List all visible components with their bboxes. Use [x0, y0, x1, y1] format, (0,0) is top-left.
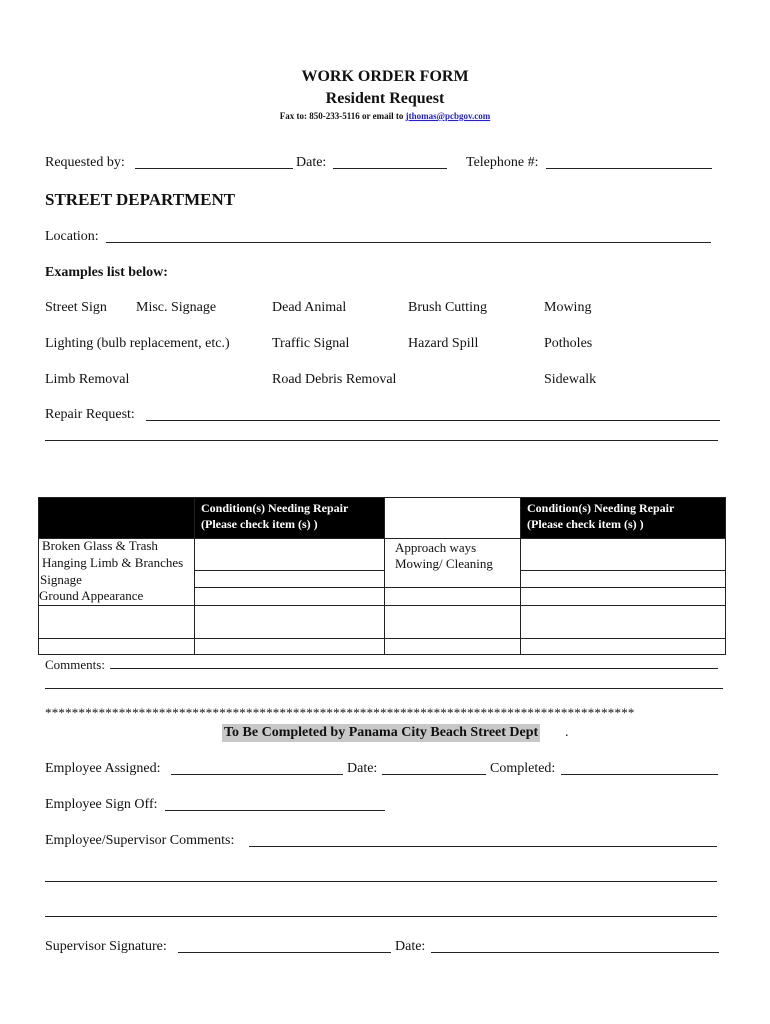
example-item: Street Sign [45, 300, 107, 315]
table-header-left-line1: Condition(s) Needing Repair [201, 501, 349, 515]
supervisor-signature-field[interactable] [178, 952, 391, 953]
table-divider [520, 498, 521, 654]
telephone-field[interactable] [546, 168, 712, 169]
table-header-left-line2: (Please check item (s) ) [201, 517, 318, 531]
fax-text: Fax to: 850-233-5116 or email to [279, 111, 406, 121]
condition-item: Approach ways [395, 540, 477, 555]
table-header-right-line2: (Please check item (s) ) [527, 517, 644, 531]
condition-item: Signage [40, 572, 82, 587]
table-divider [384, 498, 385, 654]
repair-request-field[interactable] [146, 420, 720, 421]
employee-assigned-field[interactable] [171, 774, 343, 775]
form-title: WORK ORDER FORM [301, 68, 469, 85]
location-field[interactable] [106, 242, 711, 243]
conditions-table [38, 497, 726, 655]
completed-label: Completed: [490, 761, 556, 776]
comments-label: Comments: [45, 657, 105, 672]
supervisor-comments-field-line3[interactable] [45, 916, 717, 917]
table-row-line [39, 638, 725, 639]
staff-date-label: Date: [347, 761, 378, 776]
supervisor-comments-field[interactable] [249, 846, 717, 847]
example-item: Potholes [544, 336, 593, 351]
check-cell[interactable] [521, 539, 725, 570]
example-item: Sidewalk [544, 372, 597, 387]
check-cell[interactable] [195, 539, 384, 570]
table-header-right-line1: Condition(s) Needing Repair [527, 501, 675, 515]
condition-item: Ground Appearance [39, 588, 144, 603]
example-item: Road Debris Removal [272, 372, 397, 387]
staff-date-field[interactable] [382, 774, 486, 775]
signature-date-field[interactable] [431, 952, 719, 953]
supervisor-comments-field-line2[interactable] [45, 881, 717, 882]
condition-item: Broken Glass & Trash [42, 538, 158, 553]
supervisor-comments-label: Employee/Supervisor Comments: [45, 833, 235, 848]
table-header-blank-left [39, 498, 195, 538]
table-row-line [520, 570, 725, 571]
table-divider [194, 498, 195, 654]
example-item: Dead Animal [272, 300, 347, 315]
divider-stars: **************************************************************************************** [45, 705, 635, 720]
sign-off-label: Employee Sign Off: [45, 797, 158, 812]
example-item: Limb Removal [45, 372, 130, 387]
table-header-right [521, 498, 725, 538]
employee-assigned-label: Employee Assigned: [45, 761, 161, 776]
comments-field-line2[interactable] [45, 688, 723, 689]
form-subtitle: Resident Request [325, 90, 445, 107]
table-row-line [194, 570, 384, 571]
signature-date-label: Date: [395, 939, 426, 954]
example-item: Misc. Signage [136, 300, 217, 315]
email-link[interactable]: jthomas@pcbgov.com [405, 111, 491, 121]
requested-by-field[interactable] [135, 168, 293, 169]
example-item: Lighting (bulb replacement, etc.) [45, 336, 230, 351]
telephone-label: Telephone #: [466, 155, 539, 170]
fax-line [0, 111, 770, 121]
table-header-blank-right [385, 498, 521, 538]
comments-field[interactable] [110, 668, 718, 669]
requested-by-label: Requested by: [45, 155, 125, 170]
condition-item: Hanging Limb & Branches [42, 555, 184, 570]
location-label: Location: [45, 229, 99, 244]
repair-request-label: Repair Request: [45, 407, 135, 422]
table-row-line [194, 587, 725, 588]
supervisor-signature-label: Supervisor Signature: [45, 939, 167, 954]
date-label: Date: [296, 155, 327, 170]
sign-off-field[interactable] [165, 810, 385, 811]
examples-heading: Examples list below: [45, 265, 168, 280]
example-item: Traffic Signal [272, 336, 350, 351]
section-title: STREET DEPARTMENT [45, 190, 236, 209]
table-header-left [195, 498, 385, 538]
date-field[interactable] [333, 168, 447, 169]
completed-field[interactable] [561, 774, 718, 775]
repair-request-field-line2[interactable] [45, 440, 718, 441]
condition-item: Mowing/ Cleaning [395, 556, 493, 571]
completed-by-banner [222, 724, 540, 742]
example-item: Mowing [544, 300, 592, 315]
table-row-line [39, 605, 725, 606]
example-item: Hazard Spill [408, 336, 479, 351]
example-item: Brush Cutting [408, 300, 487, 315]
completed-by-period: . [565, 725, 569, 740]
completed-by-text: To Be Completed by Panama City Beach Street Dept [224, 725, 539, 740]
